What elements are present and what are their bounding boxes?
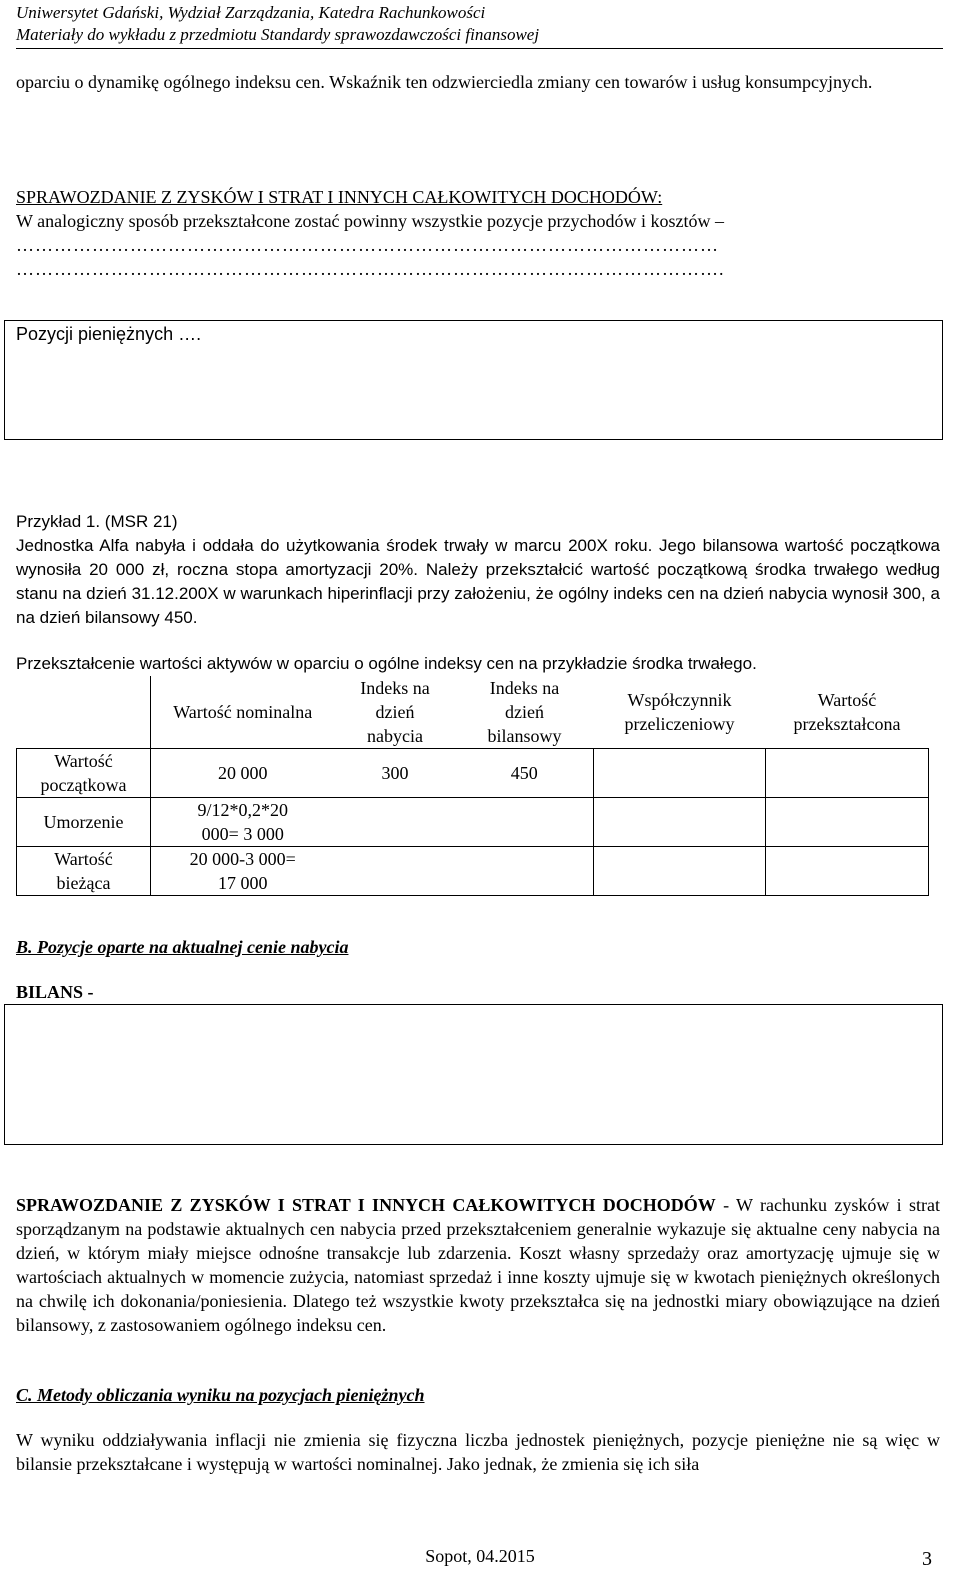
header-index-balance [456,676,594,749]
example-text: Jednostka Alfa nabyła i oddała do użytkowania środek trwały w marcu 200X roku. Jego bilansowa wartość początkowa wynosiła 20 000 zł, roczna stopa amortyzacji 20%. Należy przekształcić wartość początkową środka trwałego według stanu na dzień 31.12.200X w warunkach hiperinflacji przy założeniu, że ogólny indeks cen na dzień nabycia wynosił 300, a na dzień bilansowy 450. [16,536,940,627]
intro-paragraph: oparciu o dynamikę ogólnego indeksu cen. Wskaźnik ten odzwierciedla zmiany cen towarów i usług konsumpcyjnych. [16,72,873,92]
row-label [17,749,151,798]
cell-index-balance [456,847,594,896]
row-label-text: Wartość bieżąca [54,849,113,893]
row-label: Umorzenie [17,798,151,847]
cell-nominal: 20 000 [151,749,335,798]
header-nominal: Wartość nominalna [151,676,335,749]
cell-converted [766,847,929,896]
header-index-acquisition-text: Indeks na dzień nabycia [360,678,430,746]
bilans-label: BILANS - [16,982,94,1002]
cell-nominal-text: 20 000-3 000= 17 000 [189,849,296,893]
header-divider [16,48,943,49]
header-index-balance-text: Indeks na dzień bilansowy [487,678,562,746]
row-label [17,847,151,896]
header-converted-text: Wartość przekształcona [793,690,901,734]
fill-in-dots-2: …………………………………………………………………………………………………. [16,259,725,279]
cell-converted [766,749,929,798]
header-course: Materiały do wykładu z przedmiotu Standardy sprawozdawczości finansowej [16,25,540,44]
rzis-b-paragraph [16,1193,940,1337]
header-converted [766,676,929,749]
table-header-empty [17,676,151,749]
rzis-text: W analogiczny sposób przekształcone zostać powinny wszystkie pozycje przychodów i kosztów – [16,211,724,231]
example-title: Przykład 1. (MSR 21) [16,512,178,531]
row-label-text: Wartość początkowa [40,751,127,795]
balance-sheet-box [4,1004,943,1145]
cell-index-acquisition [335,847,456,896]
table-row [17,847,929,896]
cell-nominal-text: 9/12*0,2*20 000= 3 000 [197,800,288,844]
header-coefficient [594,676,766,749]
rzis-b-heading: SPRAWOZDANIE Z ZYSKÓW I STRAT I INNYCH CAŁKOWITYCH DOCHODÓW [16,1195,716,1215]
footer-date: Sopot, 04.2015 [425,1546,535,1566]
cell-coefficient [594,798,766,847]
cell-index-balance: 450 [456,749,594,798]
revaluation-table [16,676,929,896]
table-header-row [17,676,929,749]
header-coefficient-text: Współczynnik przeliczeniowy [624,690,735,734]
monetary-items-box [4,320,943,440]
header-university: Uniwersytet Gdański, Wydział Zarządzania, Katedra Rachunkowości [16,3,486,22]
fill-in-dots-1: ………………………………………………………………………………………………… [16,235,719,255]
page-number: 3 [922,1548,932,1570]
cell-index-acquisition: 300 [335,749,456,798]
section-b-heading: B. Pozycje oparte na aktualnej cenie nabycia [16,937,349,957]
cell-index-balance [456,798,594,847]
cell-nominal [151,798,335,847]
cell-coefficient [594,749,766,798]
rzis-b-text: - W rachunku zysków i strat sporządzanym na podstawie aktualnych cen nabycia przed przekształceniem generalnie wykazuje się aktualne ceny nabycia na dzień, w którym miały miejsce odnośne transakcje lub zdarzenia. Koszt własny sprzedaży oraz amortyzację ujmuje się w wartościach aktualnych w momencie zużycia, natomiast sprzedaż i inne koszty ujmuje się w kwotach pieniężnych określonych na chwilę ich dokonania/poniesienia. Dlatego też wszystkie kwoty przekształca się na jednostki miary obowiązujące na dzień bilansowy, z zastosowaniem ogólnego indeksu cen. [16,1195,940,1335]
monetary-items-label: Pozycji pieniężnych …. [16,324,202,344]
section-c-heading: C. Metody obliczania wyniku na pozycjach pieniężnych [16,1385,425,1405]
section-c-text: W wyniku oddziaływania inflacji nie zmienia się fizyczna liczba jednostek pieniężnych, pozycje pieniężne nie są więc w bilansie przekształcane i występują w wartości nominalnej. Jako jednak, że zmienia się ich siła [16,1430,940,1474]
table-row [17,798,929,847]
cell-converted [766,798,929,847]
header-index-acquisition [335,676,456,749]
table-caption: Przekształcenie wartości aktywów w oparciu o ogólne indeksy cen na przykładzie środka trwałego. [16,654,757,673]
cell-index-acquisition [335,798,456,847]
cell-nominal [151,847,335,896]
table-row [17,749,929,798]
rzis-heading: SPRAWOZDANIE Z ZYSKÓW I STRAT I INNYCH CAŁKOWITYCH DOCHODÓW: [16,187,663,207]
cell-coefficient [594,847,766,896]
